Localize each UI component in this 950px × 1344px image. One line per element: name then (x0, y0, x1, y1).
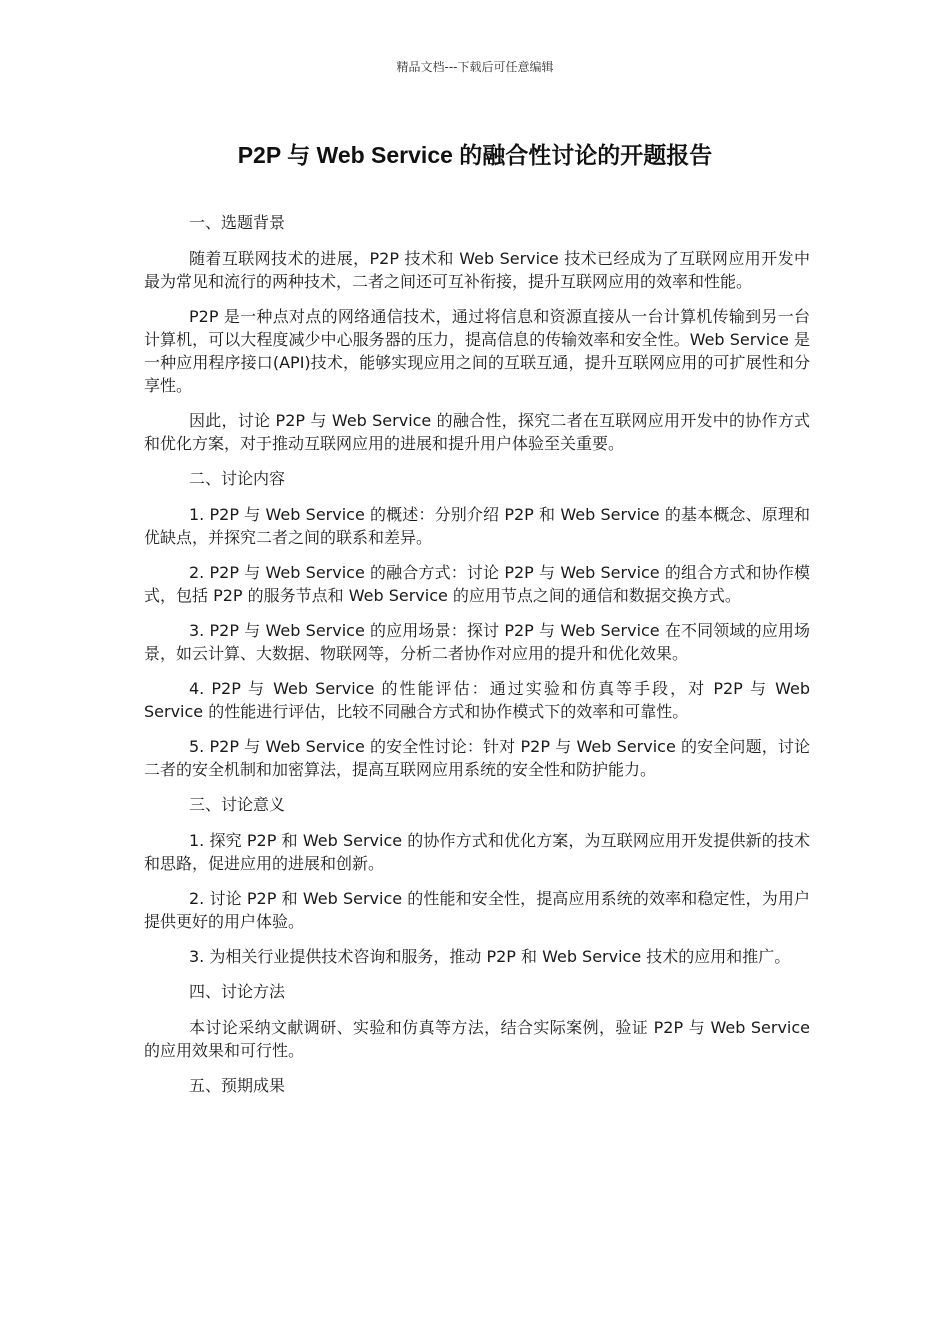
content-item-4: 4. P2P 与 Web Service 的性能评估：通过实验和仿真等手段，对 P2P 与 Web Service 的性能进行评估，比较不同融合方式和协作模式下的效率和可靠性。 (144, 679, 810, 721)
background-paragraph-3: 因此，讨论 P2P 与 Web Service 的融合性，探究二者在互联网应用开发中的协作方式和优化方案，对于推动互联网应用的进展和提升用户体验至关重要。 (144, 411, 810, 453)
background-paragraph-2: P2P 是一种点对点的网络通信技术，通过将信息和资源直接从一台计算机传输到另一台计算机，可以大程度减少中心服务器的压力，提高信息的传输效率和安全性。Web Service 是一种应用程序接口(API)技术，能够实现应用之间的互联互通，提升互联网应用的可扩展性和分享性。 (144, 307, 810, 395)
section-heading-background: 一、选题背景 (189, 213, 286, 232)
section-heading-expected-results: 五、预期成果 (189, 1076, 286, 1095)
significance-item-3: 3. 为相关行业提供技术咨询和服务，推动 P2P 和 Web Service 技术的应用和推广。 (189, 947, 791, 966)
document-body (144, 211, 810, 1110)
page-header-note: 精品文档---下载后可任意编辑 (396, 60, 554, 74)
significance-item-2: 2. 讨论 P2P 和 Web Service 的性能和安全性，提高应用系统的效率和稳定性，为用户提供更好的用户体验。 (144, 889, 810, 931)
content-item-3: 3. P2P 与 Web Service 的应用场景：探讨 P2P 与 Web Service 在不同领域的应用场景，如云计算、大数据、物联网等，分析二者协作对应用的提升和优化效果。 (144, 621, 810, 663)
document-title: P2P 与 Web Service 的融合性讨论的开题报告 (237, 142, 713, 168)
content-item-1: 1. P2P 与 Web Service 的概述：分别介绍 P2P 和 Web Service 的基本概念、原理和优缺点，并探究二者之间的联系和差异。 (144, 505, 810, 547)
section-heading-significance: 三、讨论意义 (189, 795, 286, 814)
content-item-5: 5. P2P 与 Web Service 的安全性讨论：针对 P2P 与 Web Service 的安全问题，讨论二者的安全机制和加密算法，提高互联网应用系统的安全性和防护能力。 (144, 737, 810, 779)
significance-item-1: 1. 探究 P2P 和 Web Service 的协作方式和优化方案，为互联网应用开发提供新的技术和思路，促进应用的进展和创新。 (144, 831, 810, 873)
content-item-2: 2. P2P 与 Web Service 的融合方式：讨论 P2P 与 Web Service 的组合方式和协作模式，包括 P2P 的服务节点和 Web Service 的应用节点之间的通信和数据交换方式。 (144, 563, 810, 605)
background-paragraph-1: 随着互联网技术的进展，P2P 技术和 Web Service 技术已经成为了互联网应用开发中最为常见和流行的两种技术，二者之间还可互补衔接，提升互联网应用的效率和性能。 (144, 249, 810, 291)
section-heading-content: 二、讨论内容 (189, 469, 286, 488)
section-heading-method: 四、讨论方法 (189, 982, 286, 1001)
method-paragraph: 本讨论采纳文献调研、实验和仿真等方法，结合实际案例，验证 P2P 与 Web Service 的应用效果和可行性。 (144, 1018, 810, 1060)
